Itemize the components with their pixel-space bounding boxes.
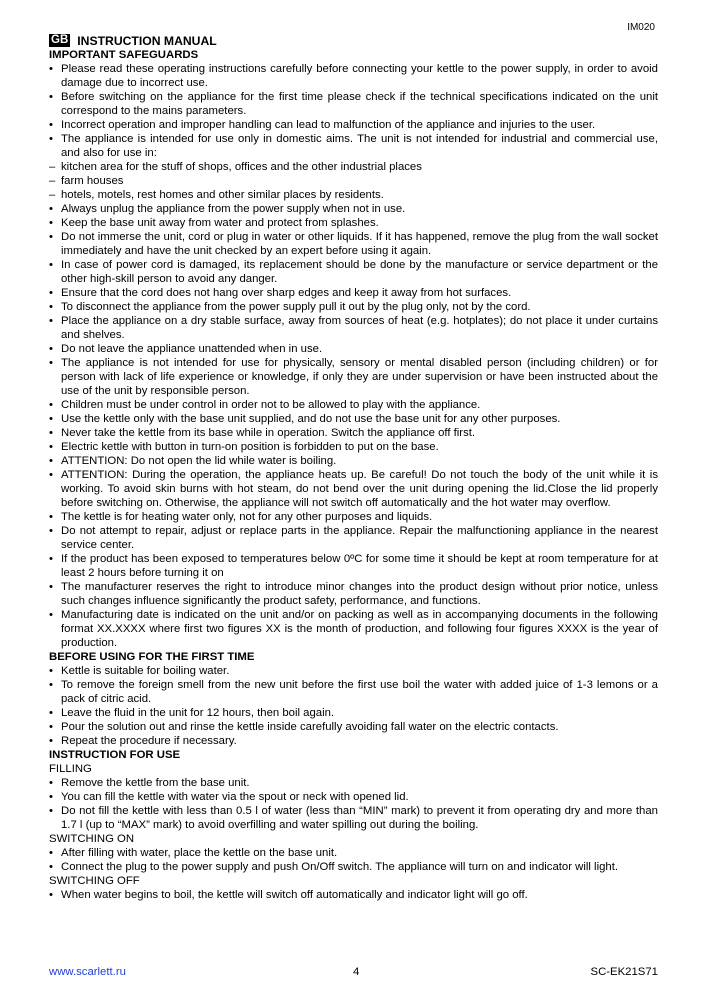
item-text: ATTENTION: Do not open the lid while water is boiling. [61, 455, 337, 467]
bullet-marker: • [49, 343, 53, 355]
bullet-item [49, 846, 658, 860]
subsection-heading: SWITCHING ON [49, 833, 135, 845]
item-text: Connect the plug to the power supply and push On/Off switch. The appliance will turn on and indicator will light. [61, 861, 619, 873]
document-code: IM020 [627, 22, 655, 33]
item-text: The appliance is not intended for use for physically, sensory or mental disabled person (including children) or for person with lack of life experience or knowledge, if only they are under supervision or have been instructed about the use of the unit by responsible person. [61, 357, 658, 397]
bullet-item [49, 342, 658, 356]
bullet-marker: • [49, 847, 53, 859]
bullet-item [49, 230, 658, 258]
bullet-item [49, 776, 658, 790]
bullet-marker: • [49, 231, 53, 243]
bullet-marker: • [49, 217, 53, 229]
bullet-item [49, 678, 658, 706]
bullet-marker: • [49, 399, 53, 411]
bullet-item [49, 552, 658, 580]
bullet-item [49, 132, 658, 160]
bullet-marker: • [49, 735, 53, 747]
bullet-item [49, 468, 658, 510]
item-text: When water begins to boil, the kettle will switch off automatically and indicator light will go off. [61, 889, 528, 901]
bullet-marker: • [49, 553, 53, 565]
item-text: Ensure that the cord does not hang over sharp edges and keep it away from hot surfaces. [61, 287, 512, 299]
bullet-marker: • [49, 441, 53, 453]
item-text: To disconnect the appliance from the power supply pull it out by the plug only, not by the cord. [61, 301, 531, 313]
item-text: Leave the fluid in the unit for 12 hours, then boil again. [61, 707, 335, 719]
bullet-marker: • [49, 861, 53, 873]
item-text: Repeat the procedure if necessary. [61, 735, 237, 747]
section-heading: INSTRUCTION FOR USE [49, 749, 181, 761]
dash-marker: – [49, 175, 56, 187]
item-text: Incorrect operation and improper handling can lead to malfunction of the appliance and injuries to the user. [61, 119, 596, 131]
bullet-marker: • [49, 301, 53, 313]
bullet-item [49, 608, 658, 650]
bullet-item [49, 790, 658, 804]
bullet-item [49, 356, 658, 398]
bullet-marker: • [49, 707, 53, 719]
bullet-marker: • [49, 525, 53, 537]
item-text: The manufacturer reserves the right to introduce minor changes into the product design without prior notice, unless such changes influence significantly the product safety, performance, and functions. [61, 581, 658, 607]
bullet-marker: • [49, 455, 53, 467]
item-text: Do not leave the appliance unattended when in use. [61, 343, 323, 355]
bullet-item [49, 300, 658, 314]
bullet-item [49, 90, 658, 118]
instruction-list [49, 48, 658, 902]
dash-item [49, 188, 658, 202]
section-heading: BEFORE USING FOR THE FIRST TIME [49, 651, 255, 663]
item-text: Before switching on the appliance for the first time please check if the technical specifications indicated on the unit correspond to the mains parameters. [61, 91, 658, 117]
bullet-item [49, 426, 658, 440]
bullet-item [49, 454, 658, 468]
bullet-item [49, 258, 658, 286]
item-text: Do not immerse the unit, cord or plug in water or other liquids. If it has happened, remove the plug from the wall socket immediately and have the unit checked by an expert before using it again. [61, 231, 658, 257]
subsection-heading: FILLING [49, 763, 92, 775]
bullet-item [49, 440, 658, 454]
bullet-marker: • [49, 721, 53, 733]
item-text: To remove the foreign smell from the new unit before the first use boil the water with added juice of 1-3 lemons or a pack of citric acid. [61, 679, 658, 705]
bullet-item [49, 118, 658, 132]
item-text: Pour the solution out and rinse the kettle inside carefully avoiding fall water on the electric contacts. [61, 721, 559, 733]
item-text: Children must be under control in order not to be allowed to play with the appliance. [61, 399, 481, 411]
bullet-item [49, 62, 658, 90]
bullet-item [49, 398, 658, 412]
item-text: Always unplug the appliance from the power supply when not in use. [61, 203, 406, 215]
bullet-marker: • [49, 119, 53, 131]
bullet-item [49, 860, 658, 874]
item-text: The appliance is intended for use only in domestic aims. The unit is not intended for industrial and commercial use, and also for use in: [61, 133, 658, 159]
page-number: 4 [353, 966, 360, 978]
bullet-marker: • [49, 511, 53, 523]
section-heading: IMPORTANT SAFEGUARDS [49, 49, 199, 61]
item-text: Never take the kettle from its base while in operation. Switch the appliance off first. [61, 427, 476, 439]
item-text: If the product has been exposed to temperatures below 0ºC for some time it should be kept at room temperature for at least 2 hours before turning it on [61, 553, 658, 579]
bullet-marker: • [49, 315, 53, 327]
bullet-marker: • [49, 609, 53, 621]
item-text: The kettle is for heating water only, not for any other purposes and liquids. [61, 511, 433, 523]
dash-item [49, 160, 658, 174]
item-text: Use the kettle only with the base unit supplied, and do not use the base unit for any other purposes. [61, 413, 561, 425]
manual-title [49, 33, 658, 48]
manual-title-text: INSTRUCTION MANUAL [77, 33, 217, 48]
bullet-marker: • [49, 791, 53, 803]
item-text: Place the appliance on a dry stable surface, away from sources of heat (e.g. hotplates); do not place it under curtains and shelves. [61, 315, 658, 341]
item-text: Do not fill the kettle with less than 0.5 l of water (less than “MIN” mark) to prevent it from operating dry and more than 1.7 l (up to “MAX” mark) to avoid overfilling and water spilling out during the boiling. [61, 805, 658, 831]
bullet-marker: • [49, 679, 53, 691]
bullet-item [49, 216, 658, 230]
item-text: Manufacturing date is indicated on the unit and/or on packing as well as in accompanying documents in the following format XX.XXXX where first two figures XX is the month of production, and following four figures XXXX is the year of production. [61, 609, 658, 649]
bullet-marker: • [49, 889, 53, 901]
item-text: Kettle is suitable for boiling water. [61, 665, 230, 677]
bullet-marker: • [49, 805, 53, 817]
bullet-marker: • [49, 259, 53, 271]
item-text: Keep the base unit away from water and protect from splashes. [61, 217, 379, 229]
bullet-marker: • [49, 357, 53, 369]
item-text: After filling with water, place the kettle on the base unit. [61, 847, 338, 859]
subsection-heading: SWITCHING OFF [49, 875, 140, 887]
item-text: Remove the kettle from the base unit. [61, 777, 250, 789]
dash-item [49, 174, 658, 188]
bullet-item [49, 734, 658, 748]
bullet-item [49, 888, 658, 902]
bullet-marker: • [49, 469, 53, 481]
bullet-item [49, 510, 658, 524]
bullet-marker: • [49, 203, 53, 215]
bullet-item [49, 706, 658, 720]
bullet-marker: • [49, 777, 53, 789]
item-text: You can fill the kettle with water via the spout or neck with opened lid. [61, 791, 409, 803]
dash-marker: – [49, 189, 56, 201]
bullet-item [49, 720, 658, 734]
website-link[interactable]: www.scarlett.ru [49, 966, 126, 978]
bullet-item [49, 580, 658, 608]
item-text: Please read these operating instructions carefully before connecting your kettle to the power supply, in order to avoid damage due to incorrect use. [61, 63, 658, 89]
item-text: farm houses [61, 175, 124, 187]
model-number: SC-EK21S71 [590, 966, 658, 978]
bullet-item [49, 412, 658, 426]
bullet-item [49, 664, 658, 678]
bullet-marker: • [49, 665, 53, 677]
bullet-item [49, 286, 658, 300]
bullet-marker: • [49, 427, 53, 439]
language-badge: GB [51, 34, 69, 46]
bullet-item [49, 202, 658, 216]
bullet-item [49, 314, 658, 342]
bullet-marker: • [49, 287, 53, 299]
bullet-item [49, 804, 658, 832]
bullet-marker: • [49, 581, 53, 593]
item-text: Electric kettle with button in turn-on position is forbidden to put on the base. [61, 441, 439, 453]
bullet-marker: • [49, 63, 53, 75]
dash-marker: – [49, 161, 56, 173]
manual-body [49, 33, 658, 902]
bullet-marker: • [49, 133, 53, 145]
bullet-item [49, 524, 658, 552]
bullet-marker: • [49, 91, 53, 103]
item-text: ATTENTION: During the operation, the appliance heats up. Be careful! Do not touch the body of the unit while it is working. To avoid skin burns with hot steam, do not bend over the unit during opening the lid.Close the lid properly before switching on. Otherwise, the appliance will not switch off automatically and the hot water may overflow. [61, 469, 658, 509]
item-text: In case of power cord is damaged, its replacement should be done by the manufacture or service department or the other high-skill person to avoid any danger. [61, 259, 658, 285]
bullet-marker: • [49, 413, 53, 425]
item-text: kitchen area for the stuff of shops, offices and the other industrial places [61, 161, 422, 173]
item-text: Do not attempt to repair, adjust or replace parts in the appliance. Repair the malfunctioning appliance in the nearest service center. [61, 525, 658, 551]
item-text: hotels, motels, rest homes and other similar places by residents. [61, 189, 384, 201]
